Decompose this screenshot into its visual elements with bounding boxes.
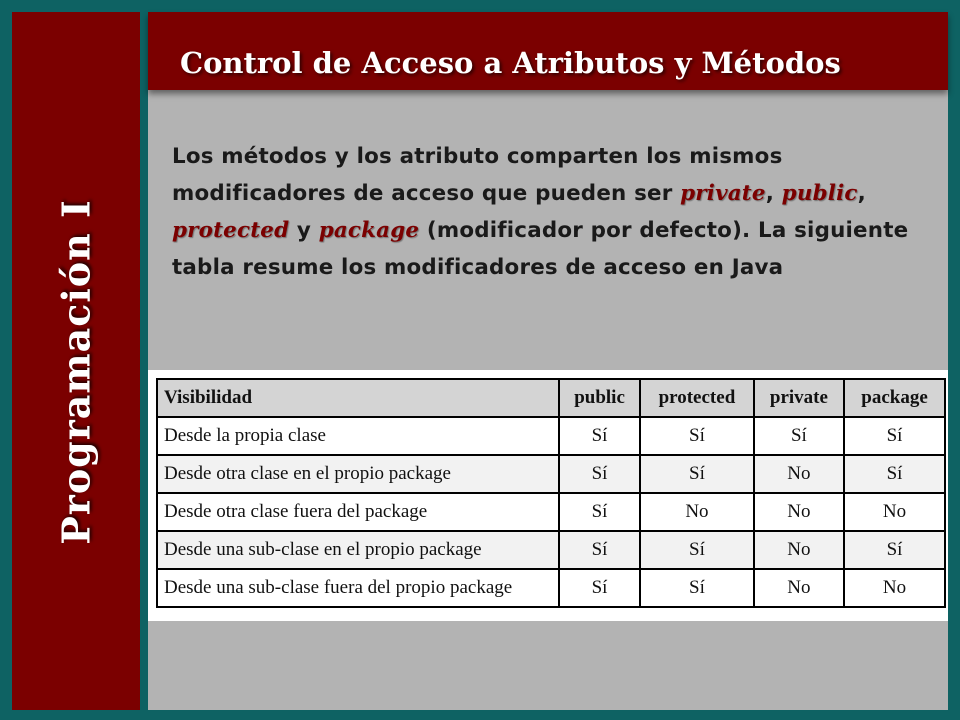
sidebar	[12, 12, 140, 710]
table-row	[157, 455, 945, 493]
column-header-private: private	[754, 379, 844, 417]
row-label: Desde una sub-clase en el propio package	[157, 531, 559, 569]
cell-public: Sí	[559, 531, 640, 569]
slide-title: Control de Acceso a Atributos y Métodos	[180, 46, 841, 80]
row-label: Desde otra clase en el propio package	[157, 455, 559, 493]
column-header-public: public	[559, 379, 640, 417]
row-label: Desde la propia clase	[157, 417, 559, 455]
access-modifiers-table	[156, 378, 946, 608]
table-row	[157, 531, 945, 569]
access-table-container	[148, 370, 948, 621]
keyword-package: package	[318, 218, 420, 243]
cell-package: No	[844, 493, 945, 531]
cell-package: No	[844, 569, 945, 607]
table-row	[157, 493, 945, 531]
cell-public: Sí	[559, 417, 640, 455]
paragraph-text-end: (modificador por defecto). La siguiente tabla resume los modificadores de acceso en Java	[172, 218, 909, 280]
cell-package: Sí	[844, 417, 945, 455]
separator: ,	[857, 181, 866, 206]
separator: ,	[765, 181, 782, 206]
table-row	[157, 569, 945, 607]
column-header-package: package	[844, 379, 945, 417]
cell-private: Sí	[754, 417, 844, 455]
cell-public: Sí	[559, 493, 640, 531]
cell-protected: Sí	[640, 531, 754, 569]
cell-package: Sí	[844, 531, 945, 569]
cell-package: Sí	[844, 455, 945, 493]
cell-protected: Sí	[640, 569, 754, 607]
cell-protected: No	[640, 493, 754, 531]
column-header-protected: protected	[640, 379, 754, 417]
cell-private: No	[754, 569, 844, 607]
table-header-row	[157, 379, 945, 417]
cell-protected: Sí	[640, 417, 754, 455]
row-label: Desde una sub-clase fuera del propio package	[157, 569, 559, 607]
separator: y	[289, 218, 319, 243]
cell-private: No	[754, 531, 844, 569]
cell-protected: Sí	[640, 455, 754, 493]
keyword-protected: protected	[172, 218, 290, 243]
intro-paragraph	[172, 138, 932, 286]
content-area	[148, 90, 948, 710]
header-bar	[148, 12, 948, 90]
cell-private: No	[754, 455, 844, 493]
cell-public: Sí	[559, 455, 640, 493]
course-title: Programación I	[53, 199, 99, 545]
paragraph-text-start: Los métodos y los atributo comparten los mismos modificadores de acceso que pueden ser	[172, 144, 783, 206]
keyword-public: public	[781, 181, 858, 206]
column-header-visibilidad: Visibilidad	[157, 379, 559, 417]
cell-private: No	[754, 493, 844, 531]
cell-public: Sí	[559, 569, 640, 607]
keyword-private: private	[680, 181, 766, 206]
row-label: Desde otra clase fuera del package	[157, 493, 559, 531]
table-row	[157, 417, 945, 455]
